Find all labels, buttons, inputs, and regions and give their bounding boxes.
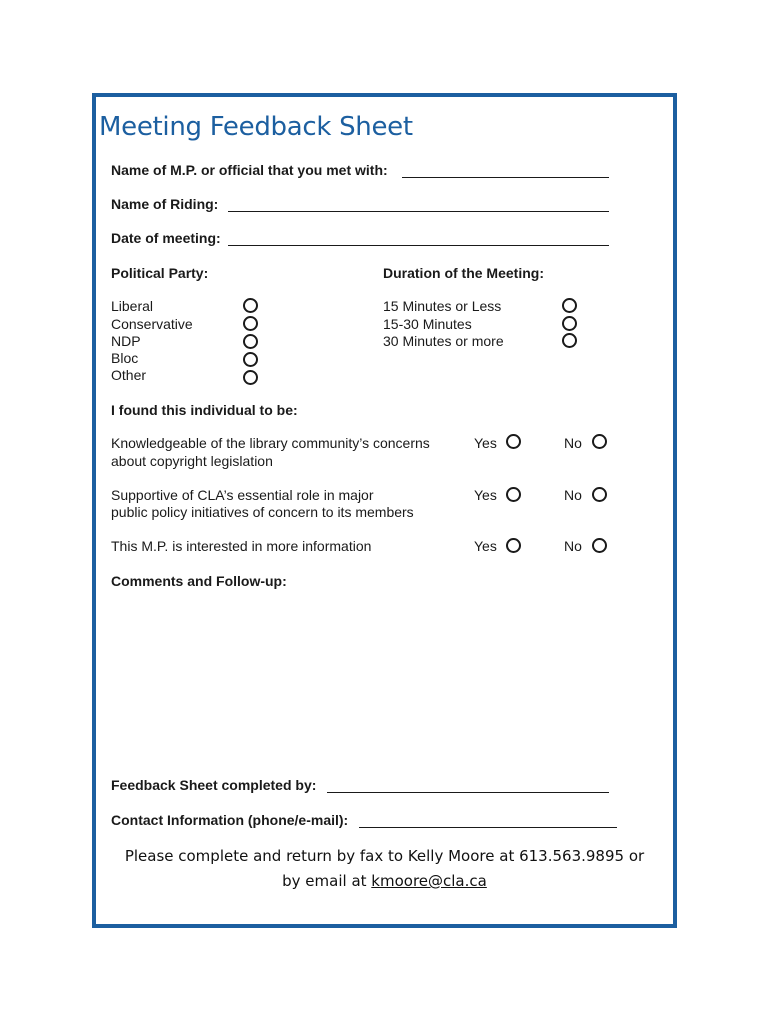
party-radio-other[interactable] xyxy=(243,370,258,385)
email-link[interactable]: kmoore@cla.ca xyxy=(371,872,487,890)
statement-2-yes-radio[interactable] xyxy=(506,487,521,502)
date-field[interactable] xyxy=(228,245,609,246)
party-heading: Political Party: xyxy=(111,265,209,281)
duration-option-15-30: 15-30 Minutes xyxy=(383,316,472,332)
duration-option-30-or-more: 30 Minutes or more xyxy=(383,333,504,349)
completed-by-label: Feedback Sheet completed by: xyxy=(111,777,317,793)
form-title: Meeting Feedback Sheet xyxy=(99,112,413,142)
individual-heading: I found this individual to be: xyxy=(111,402,298,418)
riding-field[interactable] xyxy=(228,211,609,212)
riding-label: Name of Riding: xyxy=(111,196,219,212)
mp-name-label: Name of M.P. or official that you met with: xyxy=(111,162,388,178)
date-label: Date of meeting: xyxy=(111,230,221,246)
party-option-other: Other xyxy=(111,367,147,383)
statement-1-line-2: about copyright legislation xyxy=(111,453,273,469)
party-radio-ndp[interactable] xyxy=(243,334,258,349)
statement-1-no-radio[interactable] xyxy=(592,434,607,449)
statement-3-yes-label: Yes xyxy=(474,538,497,554)
statement-2-no-label: No xyxy=(564,487,582,503)
party-radio-conservative[interactable] xyxy=(243,316,258,331)
statement-1-no-label: No xyxy=(564,435,582,451)
party-option-liberal: Liberal xyxy=(111,298,154,314)
statement-2-yes-label: Yes xyxy=(474,487,497,503)
statement-2-line-1: Supportive of CLA’s essential role in major xyxy=(111,487,374,503)
comments-heading: Comments and Follow-up: xyxy=(111,573,287,589)
contact-info-label: Contact Information (phone/e-mail): xyxy=(111,812,349,828)
duration-radio-15-or-less[interactable] xyxy=(562,298,577,313)
statement-1-yes-label: Yes xyxy=(474,435,497,451)
completed-by-field[interactable] xyxy=(327,792,609,793)
footer-line-2 xyxy=(96,872,673,890)
statement-2-no-radio[interactable] xyxy=(592,487,607,502)
statement-3-yes-radio[interactable] xyxy=(506,538,521,553)
party-option-ndp: NDP xyxy=(111,333,141,349)
party-option-conservative: Conservative xyxy=(111,316,193,332)
statement-3-line-1: This M.P. is interested in more information xyxy=(111,538,372,554)
statement-2-line-2: public policy initiatives of concern to its members xyxy=(111,504,414,520)
party-radio-bloc[interactable] xyxy=(243,352,258,367)
statement-3-no-radio[interactable] xyxy=(592,538,607,553)
footer-email-prefix: by email at xyxy=(282,872,372,890)
duration-radio-15-30[interactable] xyxy=(562,316,577,331)
party-radio-liberal[interactable] xyxy=(243,298,258,313)
comments-area[interactable] xyxy=(111,595,609,765)
duration-heading: Duration of the Meeting: xyxy=(383,265,544,281)
party-option-bloc: Bloc xyxy=(111,350,139,366)
statement-3-no-label: No xyxy=(564,538,582,554)
statement-1-yes-radio[interactable] xyxy=(506,434,521,449)
mp-name-field[interactable] xyxy=(402,177,609,178)
footer-line-1: Please complete and return by fax to Kelly Moore at 613.563.9895 or xyxy=(124,847,645,865)
duration-radio-30-or-more[interactable] xyxy=(562,333,577,348)
duration-option-15-or-less: 15 Minutes or Less xyxy=(383,298,502,314)
contact-info-field[interactable] xyxy=(359,827,617,828)
statement-1-line-1: Knowledgeable of the library community’s concerns xyxy=(111,435,430,451)
